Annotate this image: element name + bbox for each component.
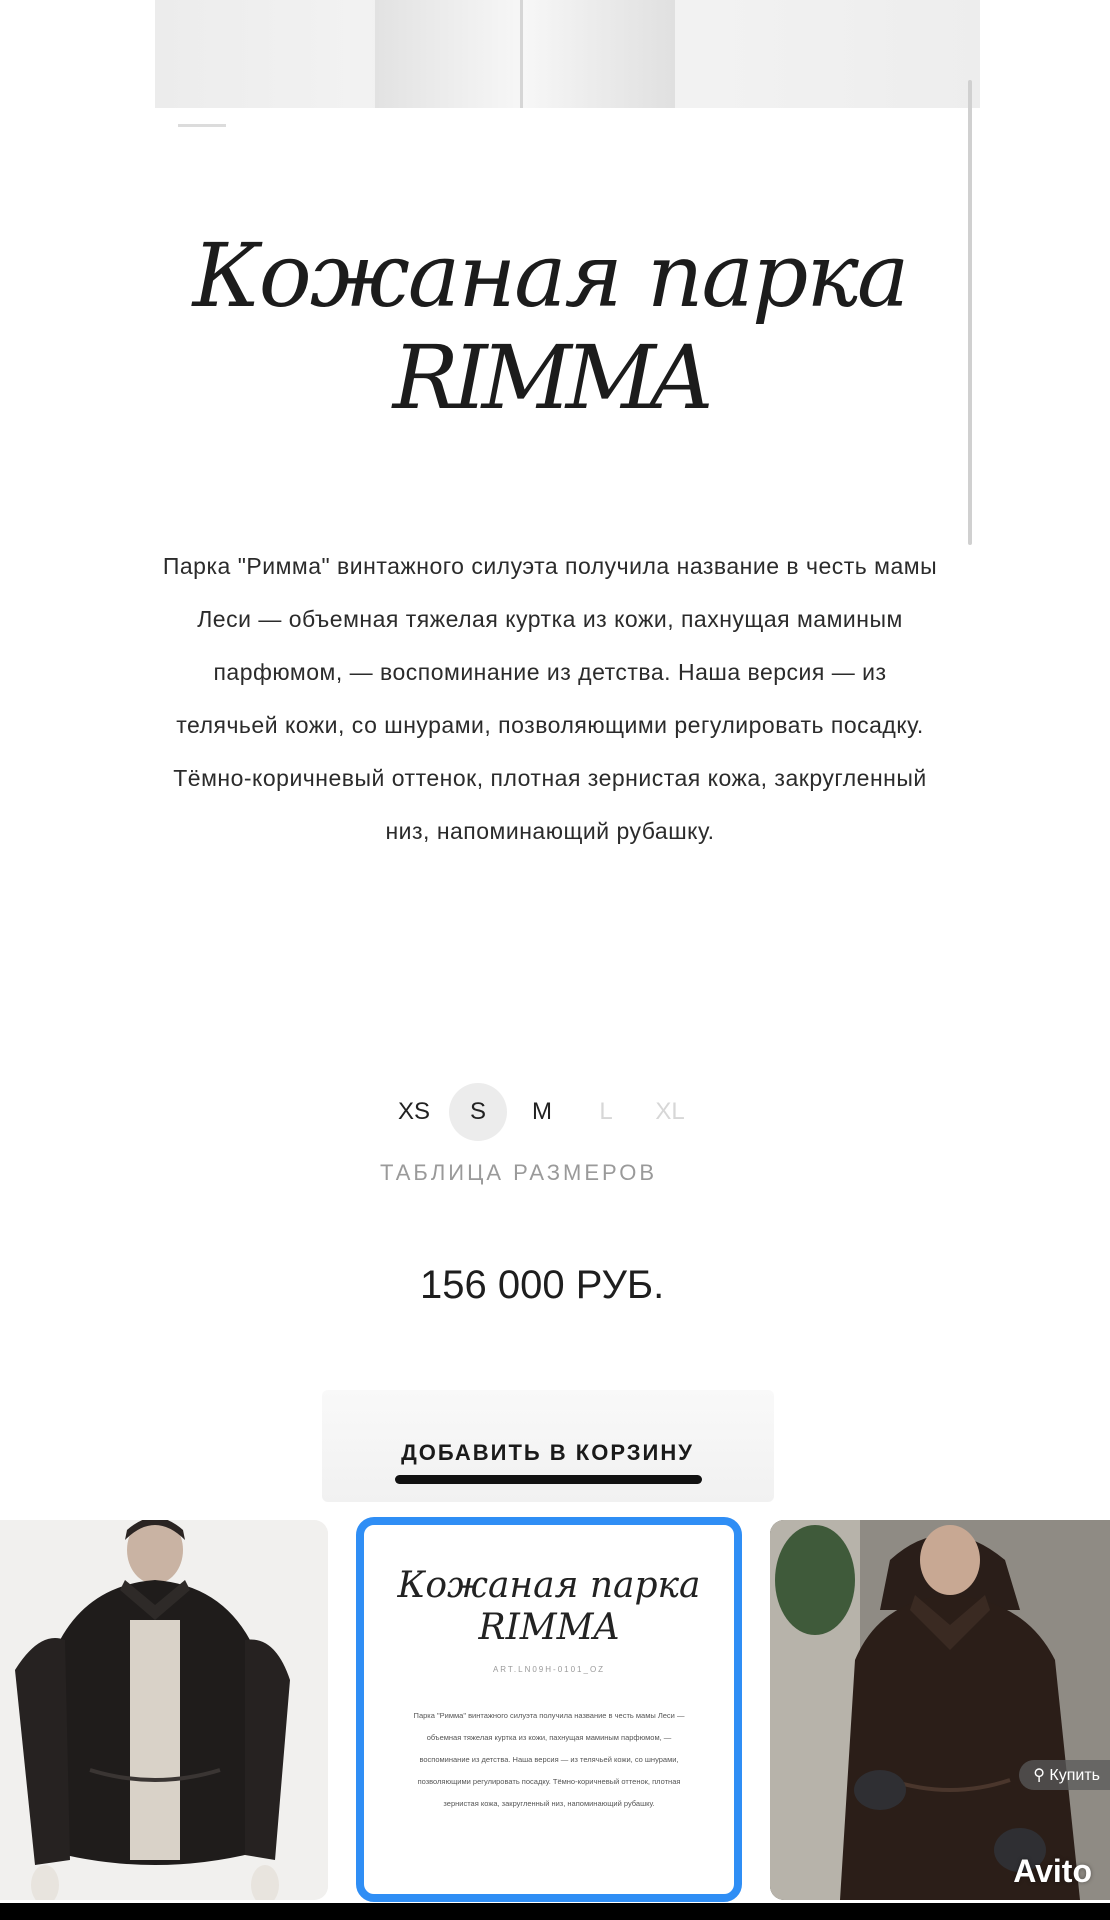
thumb-title-line1: Кожаная парка — [397, 1565, 701, 1606]
product-title-line2: RIMMA — [392, 326, 708, 429]
size-option-s[interactable]: S — [449, 1083, 507, 1141]
product-title — [130, 225, 970, 429]
avito-watermark: Avito — [1013, 1853, 1092, 1889]
gallery-thumb-model-lifestyle[interactable] — [770, 1520, 1110, 1900]
model-lifestyle-image — [770, 1520, 1110, 1900]
product-photo-top — [155, 0, 980, 108]
gallery-thumb-description-selected[interactable] — [356, 1517, 742, 1902]
carousel-indicator — [178, 124, 226, 127]
add-to-cart-button[interactable]: ДОБАВИТЬ В КОРЗИНУ — [385, 1440, 710, 1466]
thumb-title-line2: RIMMA — [478, 1607, 620, 1648]
thumb-article-number: ART.LN09H-0101_OZ — [492, 1665, 606, 1674]
size-option-l[interactable]: L — [599, 1098, 613, 1125]
thumb-title — [364, 1565, 734, 1649]
product-title-line1: Кожаная парка — [192, 224, 908, 327]
garment-image — [375, 0, 675, 108]
size-selector — [385, 1083, 705, 1141]
model-front-image — [0, 1520, 328, 1900]
bottom-bar — [0, 1903, 1110, 1920]
size-option-xs[interactable]: XS — [397, 1098, 430, 1125]
buy-badge[interactable]: ⚲ Купить — [1019, 1760, 1110, 1790]
thumb-description: Парка "Римма" винтажного силуэта получила название в честь мамы Леси — объемная тяжелая куртка из кожи, пахнущая маминым парфюмом, — воспоминание из детства. Наша версия — из телячьей кожи, со шнурами, позволяющими регулировать посадку. Тёмно-коричневый оттенок, плотная зернистая кожа, закругленный низ, напоминающий рубашку. — [413, 1711, 685, 1808]
size-option-m[interactable]: M — [532, 1098, 552, 1125]
garment-seam — [520, 0, 523, 108]
gallery-thumb-model-front[interactable] — [0, 1520, 328, 1900]
size-option-xl[interactable]: XL — [655, 1098, 685, 1125]
product-price: 156 000 РУБ. — [420, 1263, 665, 1307]
product-description: Парка "Римма" винтажного силуэта получила название в честь мамы Леси — объемная тяжелая куртка из кожи, пахнущая маминым парфюмом, — воспоминание из детства. Наша версия — из телячьей кожи, со шнурами, позволяющими регулировать посадку. Тёмно-коричневый оттенок, плотная зернистая кожа, закругленный низ, напоминающий рубашку. — [162, 553, 938, 844]
add-to-cart-underline — [395, 1475, 702, 1484]
buy-badge-label: Купить — [1049, 1767, 1100, 1784]
size-table-link[interactable]: ТАБЛИЦА РАЗМЕРОВ — [380, 1160, 658, 1185]
